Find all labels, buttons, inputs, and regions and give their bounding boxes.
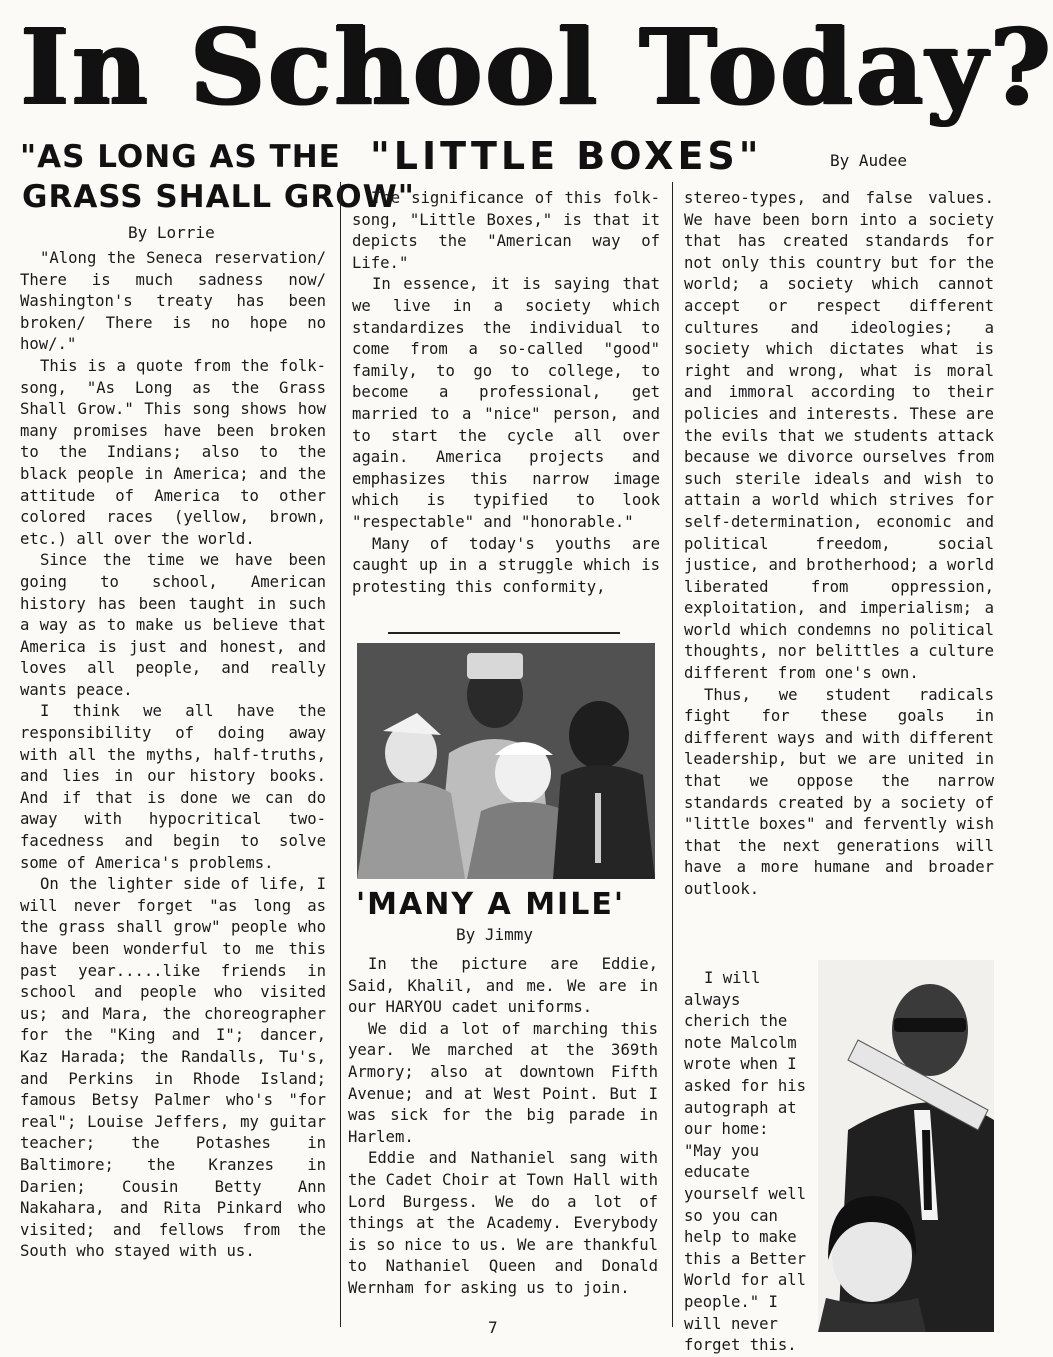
page-number: 7 bbox=[488, 1318, 498, 1337]
article3-paragraph: We did a lot of marching this year. We marched at the 369th Armory; also at downtown Fifth Avenue; and at West Point. But I was sick for the big parade in Harlem. bbox=[348, 1019, 658, 1146]
article2-paragraph: Thus, we student radicals fight for these goals in different ways and with different leadership, but we are united in that we oppose the narrow standards created by a society of "little boxes" and fervently wish that the next generations will have a more humane and broader outlook. bbox=[684, 685, 994, 898]
article2-paragraph: The significance of this folk-song, "Little Boxes," is that it depicts the "American way of Life." bbox=[352, 189, 660, 272]
article1-paragraph: I think we all have the responsibility of doing away with all the myths, half-truths, and lies in our history books. And if that is done we can do away with hypocritical two-facedness and begin to solve some of America's problems. bbox=[20, 702, 326, 872]
article2-body-col2 bbox=[352, 188, 660, 628]
article1-byline: By Lorrie bbox=[128, 223, 215, 242]
cadets-photo bbox=[357, 643, 655, 879]
article1-title-line2: GRASS SHALL GROW" bbox=[22, 179, 415, 215]
article2-closing bbox=[684, 968, 812, 1355]
article3-byline: By Jimmy bbox=[456, 925, 534, 944]
article2-paragraph: stereo-types, and false values. We have been born into a society that has created standards for not only this country but for the world; a society which cannot accept or respect different cultures and ideologies; a society which dictates what is right and wrong, what is moral and immoral according to their policies and interests. These are the evils that we students attack because we divorce ourselves from such sterile ideals and wish to attain a world which strives for self-determination, economic and political freedom, social justice, and brotherhood; a world liberated from oppression, exploitation, and imperialism; a world which condemns no political thoughts, nor belittles a culture different from one's own. bbox=[684, 189, 994, 683]
article3-paragraph: In the picture are Eddie, Said, Khalil, and me. We are in our HARYOU cadet uniforms. bbox=[348, 955, 658, 1017]
column-rule-left bbox=[340, 182, 341, 1327]
article1-title-line1: "AS LONG AS THE bbox=[20, 139, 341, 175]
cadets-photo-image bbox=[357, 643, 655, 879]
article2-paragraph: In essence, it is saying that we live in a society which standardizes the individual to come from a so-called "good" family, to go to college, to become a professional, get married to a "nice" person, and to start the cycle all over again. America projects and emphasizes this narrow image which is typified to look "respectable" and "honorable." bbox=[352, 275, 660, 531]
article1-body bbox=[20, 248, 326, 1328]
article2-byline: By Audee bbox=[830, 151, 908, 170]
article2-closing-paragraph: I will always cherich the note Malcolm wrote when I asked for his autograph at our home: "May you educate yourself well so you can help to make this a Better World for all people." I will never forget this. bbox=[684, 969, 807, 1355]
malcolm-photo-image bbox=[818, 960, 994, 1332]
article3-paragraph: Eddie and Nathaniel sang with the Cadet Choir at Town Hall with Lord Burgess. We do a lot of things at the Academy. Everybody is so nice to us. We are thankful to Nathaniel Queen and Donald Wernham for asking us to join. bbox=[348, 1149, 658, 1297]
article1-paragraph: Since the time we have been going to school, American history has been taught in such a way as to make us believe that America is just and honest, and loves all people, and really wants peace. bbox=[20, 551, 326, 699]
article3-title: 'MANY A MILE' bbox=[356, 887, 626, 922]
masthead-title: In School Today? bbox=[20, 5, 1053, 128]
article2-title: "LITTLE BOXES" bbox=[370, 134, 763, 178]
column-rule-right bbox=[672, 182, 673, 1327]
article1-paragraph: "Along the Seneca reservation/ There is much sadness now/ Washington's treaty has been broken/ There is no hope no how/." bbox=[20, 249, 326, 354]
article2-paragraph: Many of today's youths are caught up in a struggle which is protesting this conformity, bbox=[352, 534, 660, 596]
malcolm-photo bbox=[818, 960, 994, 1332]
section-divider bbox=[388, 632, 620, 634]
article3-body bbox=[348, 954, 658, 1330]
article1-paragraph: On the lighter side of life, I will never forget "as long as the grass shall grow" people who have been wonderful to me this past year.....like friends in school and people who visited us; and Mara, the choreographer for the "King and I"; dancer, Kaz Harada; the Randalls, Tu's, and Perkins in Rhode Island; famous Betsy Palmer who's "for real"; Louise Jeffers, my guitar teacher; the Potashes in Baltimore; the Kranzes in Darien; Cousin Betty Ann Nakahara, and Rita Pinkard who visited; and fellows from the South who stayed with us. bbox=[20, 875, 326, 1261]
article2-body-col3 bbox=[684, 188, 994, 968]
article1-paragraph: This is a quote from the folk-song, "As Long as the Grass Shall Grow." This song shows how many promises have been broken to the Indians; also to the black people in America; and the attitude of America to other colored races (yellow, brown, etc.) all over the world. bbox=[20, 356, 326, 548]
